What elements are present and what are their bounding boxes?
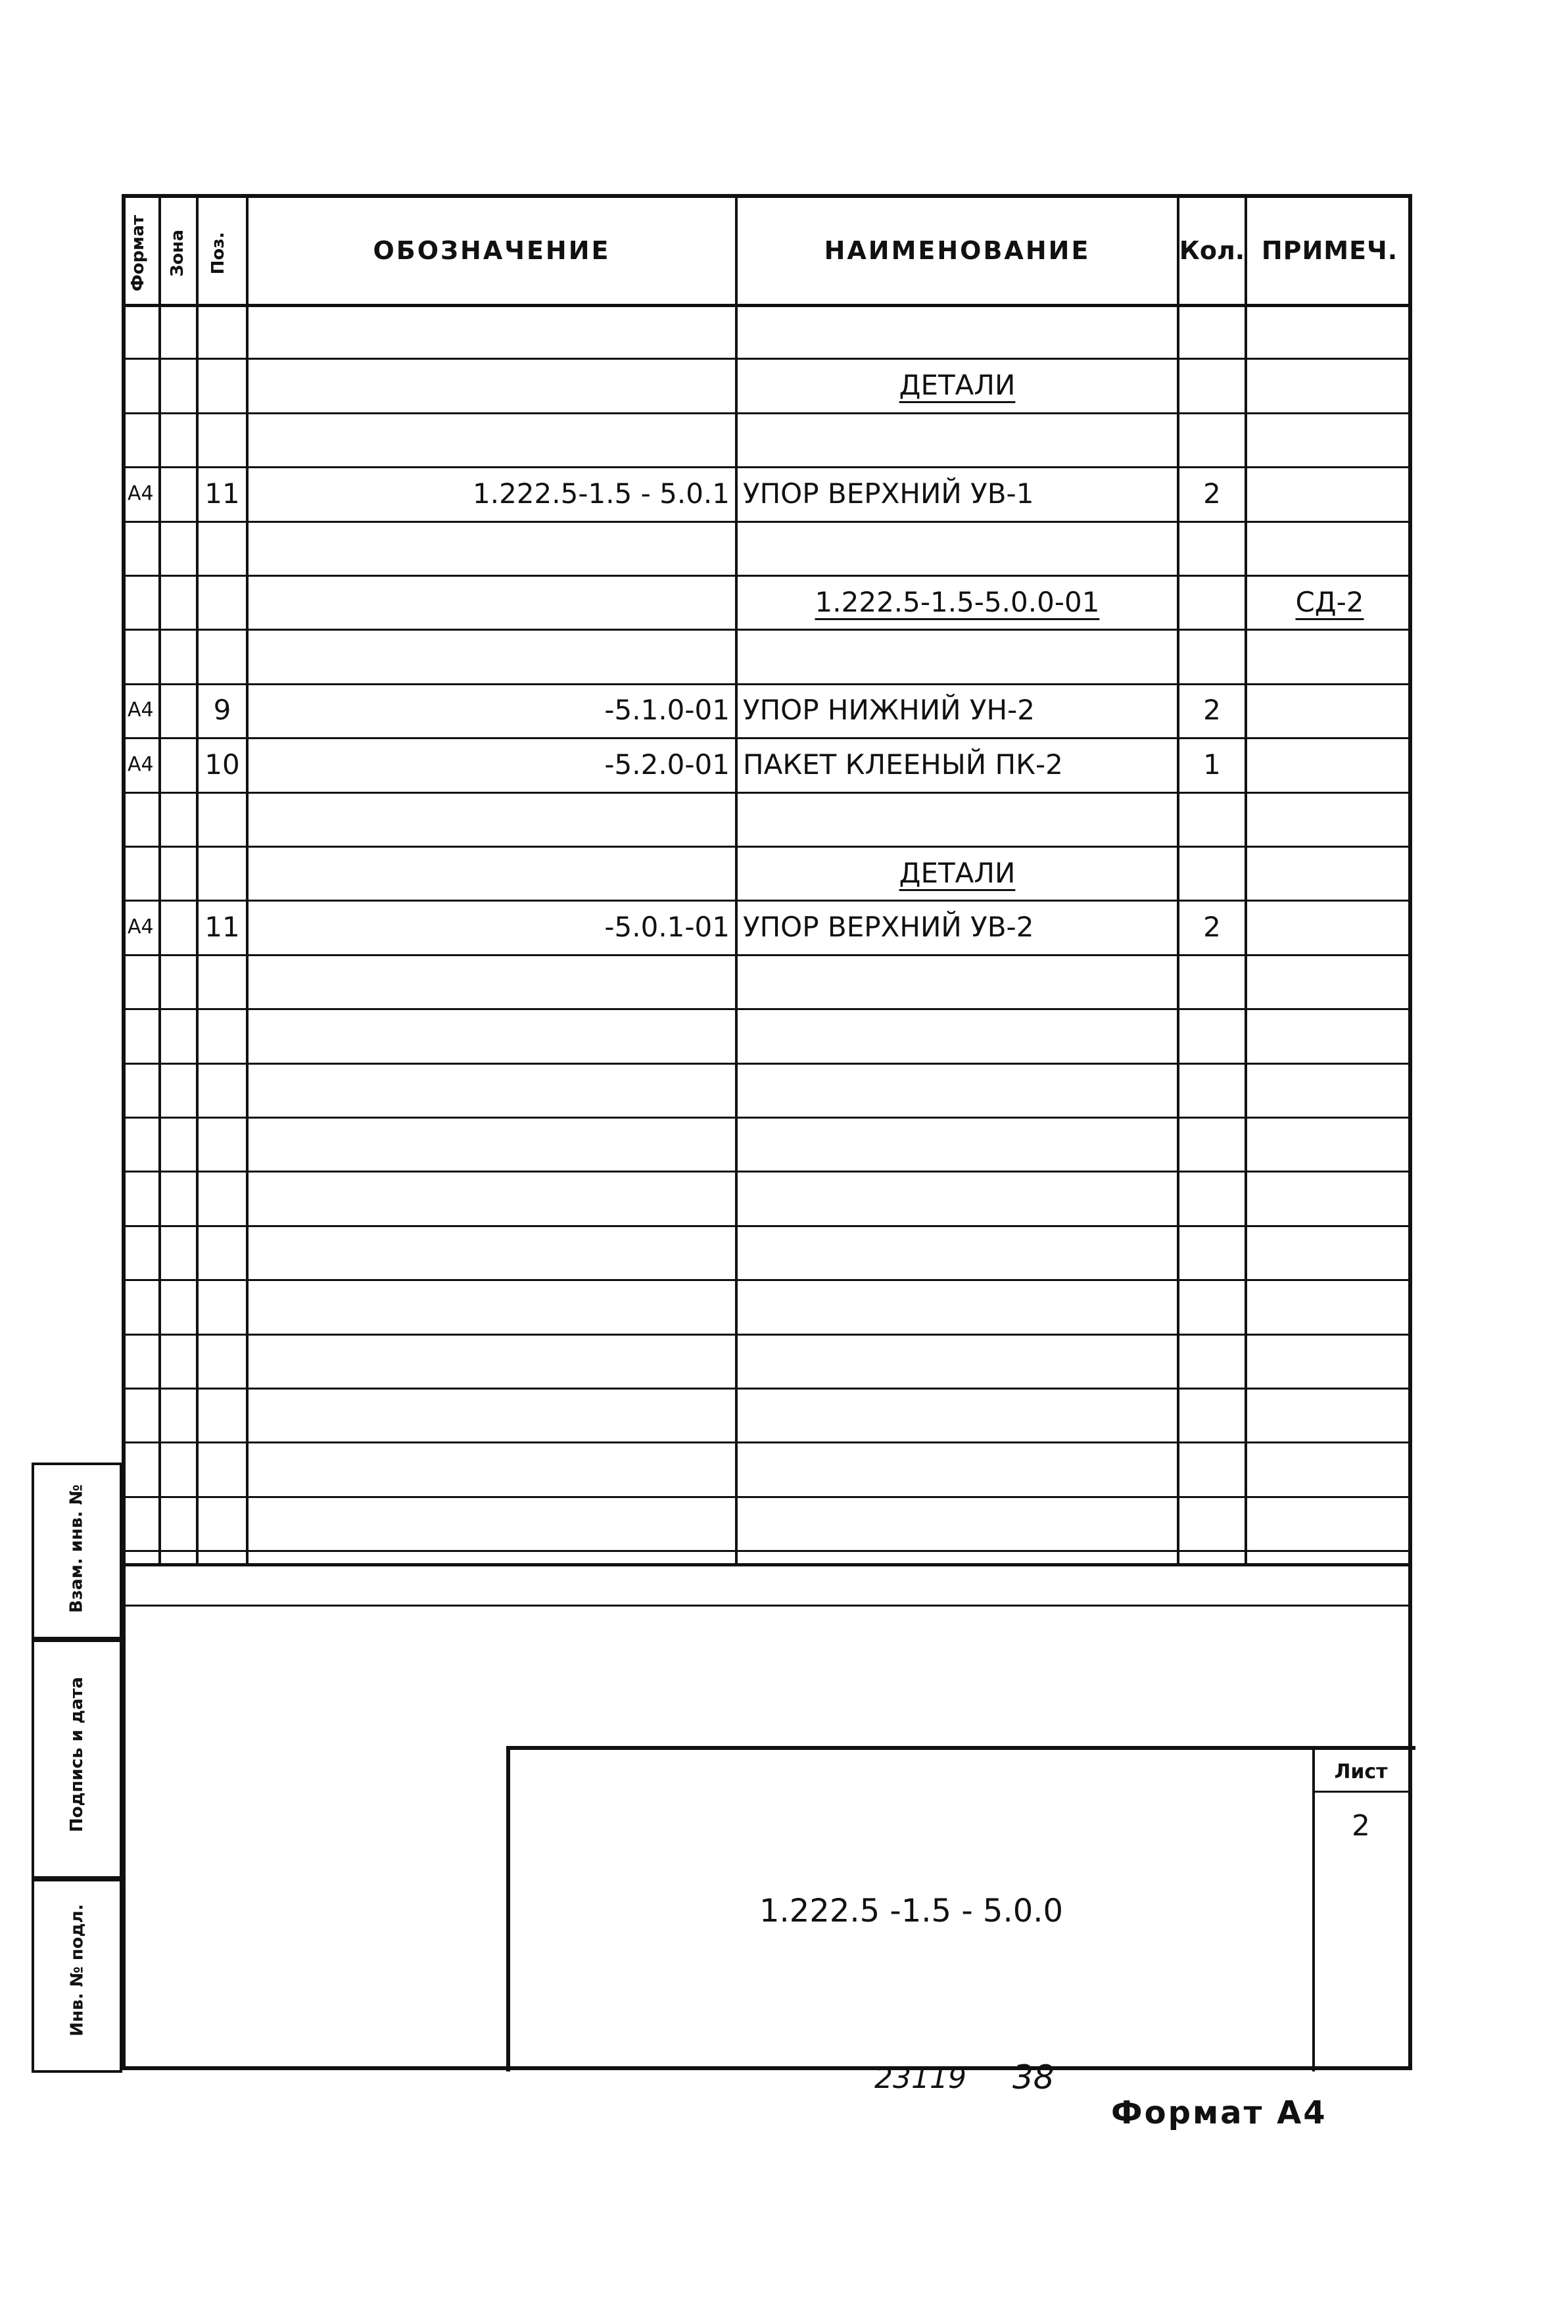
row-designation [249,1550,730,1604]
header-qty: Кол. [1179,236,1245,265]
row-note [1247,1496,1412,1550]
row-qty [1179,1550,1245,1604]
row-qty [1179,575,1245,629]
row-qty [1179,358,1245,412]
row-format [128,1279,159,1333]
row-format: А4 [128,698,154,722]
row-note [1247,737,1412,791]
stamp-vzam-inv-label: Взам. инв. № [66,1484,87,1613]
row-qty [1179,412,1245,466]
row-note [1247,629,1412,683]
row-pos [199,1550,246,1604]
row-format [128,575,159,629]
row-note [1247,1279,1412,1333]
row-designation [249,1496,730,1550]
row-note [1247,683,1412,737]
row-name [743,792,1172,846]
row-designation [249,1171,730,1224]
row-name [743,1496,1172,1550]
row-format [128,412,159,466]
row-name: ПАКЕТ КЛЕЕНЫЙ ПК-2 [743,748,1063,781]
row-note [1247,1388,1412,1441]
row-name [743,1225,1172,1279]
row-format [128,358,159,412]
row-format [128,1441,159,1495]
row-format [128,1225,159,1279]
header-designation: ОБОЗНАЧЕНИЕ [373,236,611,265]
row-name [743,1441,1172,1495]
header-name: НАИМЕНОВАНИЕ [824,236,1091,265]
row-designation: 1.222.5-1.5 - 5.0.1 [473,477,730,510]
row-qty [1179,629,1245,683]
row-line [122,1605,1412,1607]
stamp-vzam-inv [32,1463,122,1642]
row-note [1247,792,1412,846]
row-name [743,954,1172,1008]
section-heading: ДЕТАЛИ [899,369,1016,402]
row-note [1247,358,1412,412]
row-name [743,1063,1172,1117]
row-pos: 10 [204,748,240,781]
row-note [1247,1334,1412,1388]
row-pos: 11 [204,911,240,944]
row-format [128,1388,159,1441]
header-pos: Поз. [208,231,228,275]
row-name [743,1334,1172,1388]
row-format [128,1496,159,1550]
row-note [1247,846,1412,900]
row-pos [199,1117,246,1171]
stamp-inv-orig [32,1876,122,2073]
row-note [1247,1063,1412,1117]
row-designation [249,1279,730,1333]
row-designation [249,575,730,629]
row-qty [1179,1388,1245,1441]
row-name [743,1550,1172,1604]
row-name [743,629,1172,683]
row-pos [199,304,246,358]
footer-number: 23119 [874,2062,966,2095]
row-note [1247,466,1412,520]
header-format: Формат [128,214,148,292]
row-pos [199,792,246,846]
row-format [128,1008,159,1062]
row-name [743,304,1172,358]
title-block-sheet-line [1312,1791,1411,1793]
row-qty [1179,1334,1245,1388]
row-pos [199,1496,246,1550]
row-designation [249,1063,730,1117]
row-note [1247,1441,1412,1495]
row-name [743,521,1172,575]
row-designation [249,521,730,575]
row-pos [199,1388,246,1441]
row-note [1247,1008,1412,1062]
stamp-sign-date-label: Подпись и дата [67,1676,87,1833]
section-heading: ДЕТАЛИ [899,856,1016,889]
row-note [1247,1550,1412,1604]
stamp-inv-orig-label: Инв. № подл. [67,1904,87,2037]
row-format [128,954,159,1008]
row-format [128,1550,159,1604]
row-note [1247,412,1412,466]
row-designation: -5.1.0-01 [604,694,730,727]
row-designation [249,1388,730,1441]
row-note: СД-2 [1295,585,1364,618]
row-designation [249,358,730,412]
row-name [743,1279,1172,1333]
stamp-sign-date [32,1637,122,1881]
row-name [743,1171,1172,1224]
row-designation [249,1334,730,1388]
row-format: А4 [128,915,154,939]
row-pos [199,1334,246,1388]
footer-page: 38 [1012,2058,1055,2096]
sheet-label: Лист [1334,1760,1388,1783]
row-pos [199,1008,246,1062]
row-format [128,1063,159,1117]
row-qty [1179,846,1245,900]
row-name [743,1117,1172,1171]
row-name [743,412,1172,466]
row-qty [1179,1225,1245,1279]
row-note [1247,304,1412,358]
row-designation [249,304,730,358]
row-name: УПОР НИЖНИЙ УН-2 [743,694,1035,727]
title-block [506,1746,1415,2071]
row-pos [199,846,246,900]
row-note [1247,900,1412,954]
row-qty [1179,1279,1245,1333]
row-pos [199,629,246,683]
row-designation: -5.0.1-01 [604,911,730,944]
row-name [743,1008,1172,1062]
row-pos [199,412,246,466]
row-qty [1179,304,1245,358]
row-name: УПОР ВЕРХНИЙ УВ-2 [743,911,1034,944]
row-note [1247,1171,1412,1224]
row-pos [199,1225,246,1279]
row-designation [249,792,730,846]
row-designation: -5.2.0-01 [604,748,730,781]
row-format: А4 [128,481,154,505]
sheet-number: 2 [1352,1808,1370,1843]
header-note: ПРИМЕЧ. [1261,236,1398,265]
section-heading: 1.222.5-1.5-5.0.0-01 [815,585,1100,618]
row-pos [199,954,246,1008]
row-name [743,1388,1172,1441]
row-format [128,1334,159,1388]
row-qty [1179,1117,1245,1171]
row-pos [199,575,246,629]
row-qty: 2 [1203,694,1221,727]
row-designation [249,1225,730,1279]
row-pos: 11 [204,477,240,510]
row-format [128,304,159,358]
row-qty [1179,1441,1245,1495]
row-pos [199,1171,246,1224]
row-qty: 2 [1203,911,1221,944]
row-note [1247,954,1412,1008]
row-designation [249,954,730,1008]
row-pos [199,1441,246,1495]
row-format [128,1117,159,1171]
row-format [128,629,159,683]
row-designation [249,846,730,900]
row-qty [1179,954,1245,1008]
row-pos [199,1063,246,1117]
row-note [1247,1225,1412,1279]
row-designation [249,1117,730,1171]
row-note [1247,521,1412,575]
row-qty [1179,521,1245,575]
row-qty [1179,1171,1245,1224]
row-note [1247,1117,1412,1171]
row-designation [249,412,730,466]
row-designation [249,629,730,683]
row-pos [199,358,246,412]
row-qty: 1 [1203,748,1221,781]
row-format: А4 [128,752,154,776]
row-pos: 9 [213,694,231,727]
row-format [128,846,159,900]
document-code: 1.222.5 -1.5 - 5.0.0 [759,1892,1064,1929]
row-qty: 2 [1203,477,1221,510]
row-format [128,1171,159,1224]
row-qty [1179,1063,1245,1117]
row-designation [249,1441,730,1495]
row-format [128,521,159,575]
header-zone: Зона [168,230,187,277]
row-qty [1179,792,1245,846]
col-line-4 [735,194,738,1563]
row-pos [199,521,246,575]
row-designation [249,1008,730,1062]
footer-format-label: Формат А4 [1111,2094,1327,2131]
row-name: УПОР ВЕРХНИЙ УВ-1 [743,477,1034,510]
row-pos [199,1279,246,1333]
row-format [128,792,159,846]
row-qty [1179,1496,1245,1550]
row-qty [1179,1008,1245,1062]
